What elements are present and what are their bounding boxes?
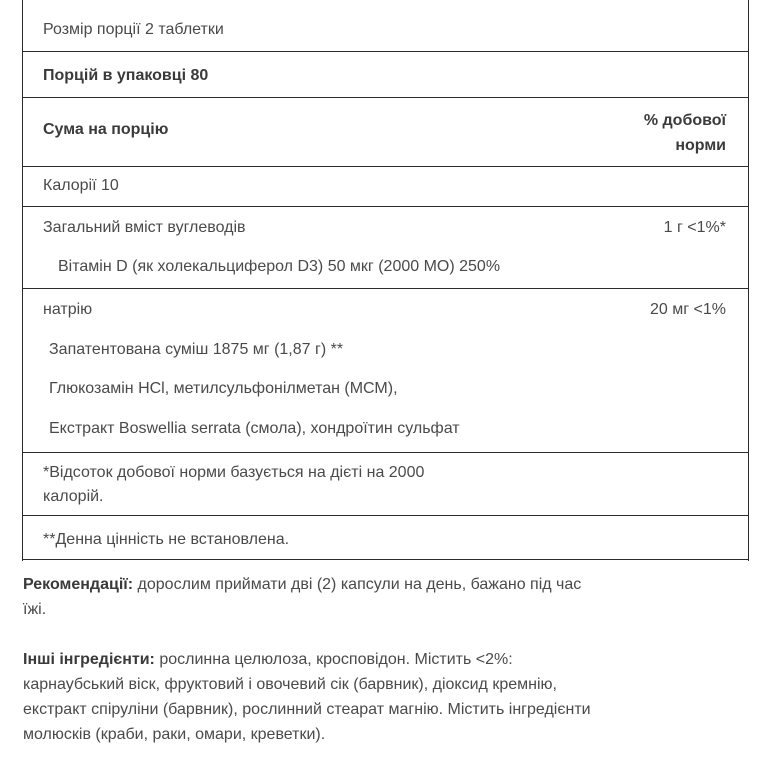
divider: [23, 515, 748, 516]
other-ingredients-text-3: екстракт спіруліни (барвник), рослинний стеарат магнію. Містить інгредієнти: [23, 701, 591, 718]
daily-value-footnote-line-2: калорій.: [43, 488, 104, 505]
calories-row: Калорії 10: [43, 177, 119, 194]
other-ingredients-text-1: рослинна целюлоза, кросповідон. Містить <2%:: [154, 651, 513, 668]
total-carbs-value: 1 г <1%*: [663, 219, 726, 236]
recommendations-text-2: їжі.: [23, 601, 47, 618]
other-ingredients-label: Інші інгредієнти:: [23, 651, 155, 668]
daily-value-header: [644, 108, 726, 158]
no-daily-value-footnote: **Денна цінність не встановлена.: [43, 531, 290, 548]
other-ingredients-paragraph: [23, 647, 743, 747]
proprietary-blend-ingredients-1: Глюкозамін HCl, метилсульфонілметан (МСМ),: [49, 380, 398, 397]
divider: [23, 288, 748, 289]
divider: [23, 51, 748, 52]
servings-per-container: Порцій в упаковці 80: [43, 67, 209, 84]
total-carbs-label: Загальний вміст вуглеводів: [43, 219, 246, 236]
sodium-value: 20 мг <1%: [650, 301, 726, 318]
divider: [23, 452, 748, 453]
proprietary-blend-ingredients-2: Екстракт Boswellia serrata (смола), хондроїтин сульфат: [49, 420, 460, 437]
divider: [23, 559, 748, 560]
other-ingredients-text-4: молюсків (краби, раки, омари, креветки).: [23, 726, 326, 743]
proprietary-blend: Запатентована суміш 1875 мг (1,87 г) **: [49, 341, 344, 358]
recommendations-label: Рекомендації:: [23, 576, 134, 593]
sodium-label: натрію: [43, 301, 93, 318]
divider: [23, 166, 748, 167]
supplement-facts-panel: [22, 0, 749, 561]
daily-value-footnote: [43, 461, 424, 509]
daily-value-header-line-1: % добової: [643, 112, 726, 129]
serving-size: Розмір порції 2 таблетки: [43, 21, 224, 38]
daily-value-footnote-line-1: *Відсоток добової норми базується на дієті на 2000: [43, 464, 425, 481]
other-ingredients-text-2: карнаубський віск, фруктовий і овочевий сік (барвник), діоксид кремнію,: [23, 676, 557, 693]
daily-value-header-line-2: норми: [675, 137, 726, 154]
recommendations-text-1: дорослим приймати дві (2) капсули на день, бажано під час: [133, 576, 582, 593]
divider: [23, 97, 748, 98]
vitamin-d-row: Вітамін D (як холекальциферол D3) 50 мкг (2000 МО) 250%: [58, 258, 501, 275]
divider: [23, 206, 748, 207]
amount-per-serving-header: Сума на порцію: [43, 121, 169, 138]
recommendations-paragraph: [23, 572, 743, 622]
